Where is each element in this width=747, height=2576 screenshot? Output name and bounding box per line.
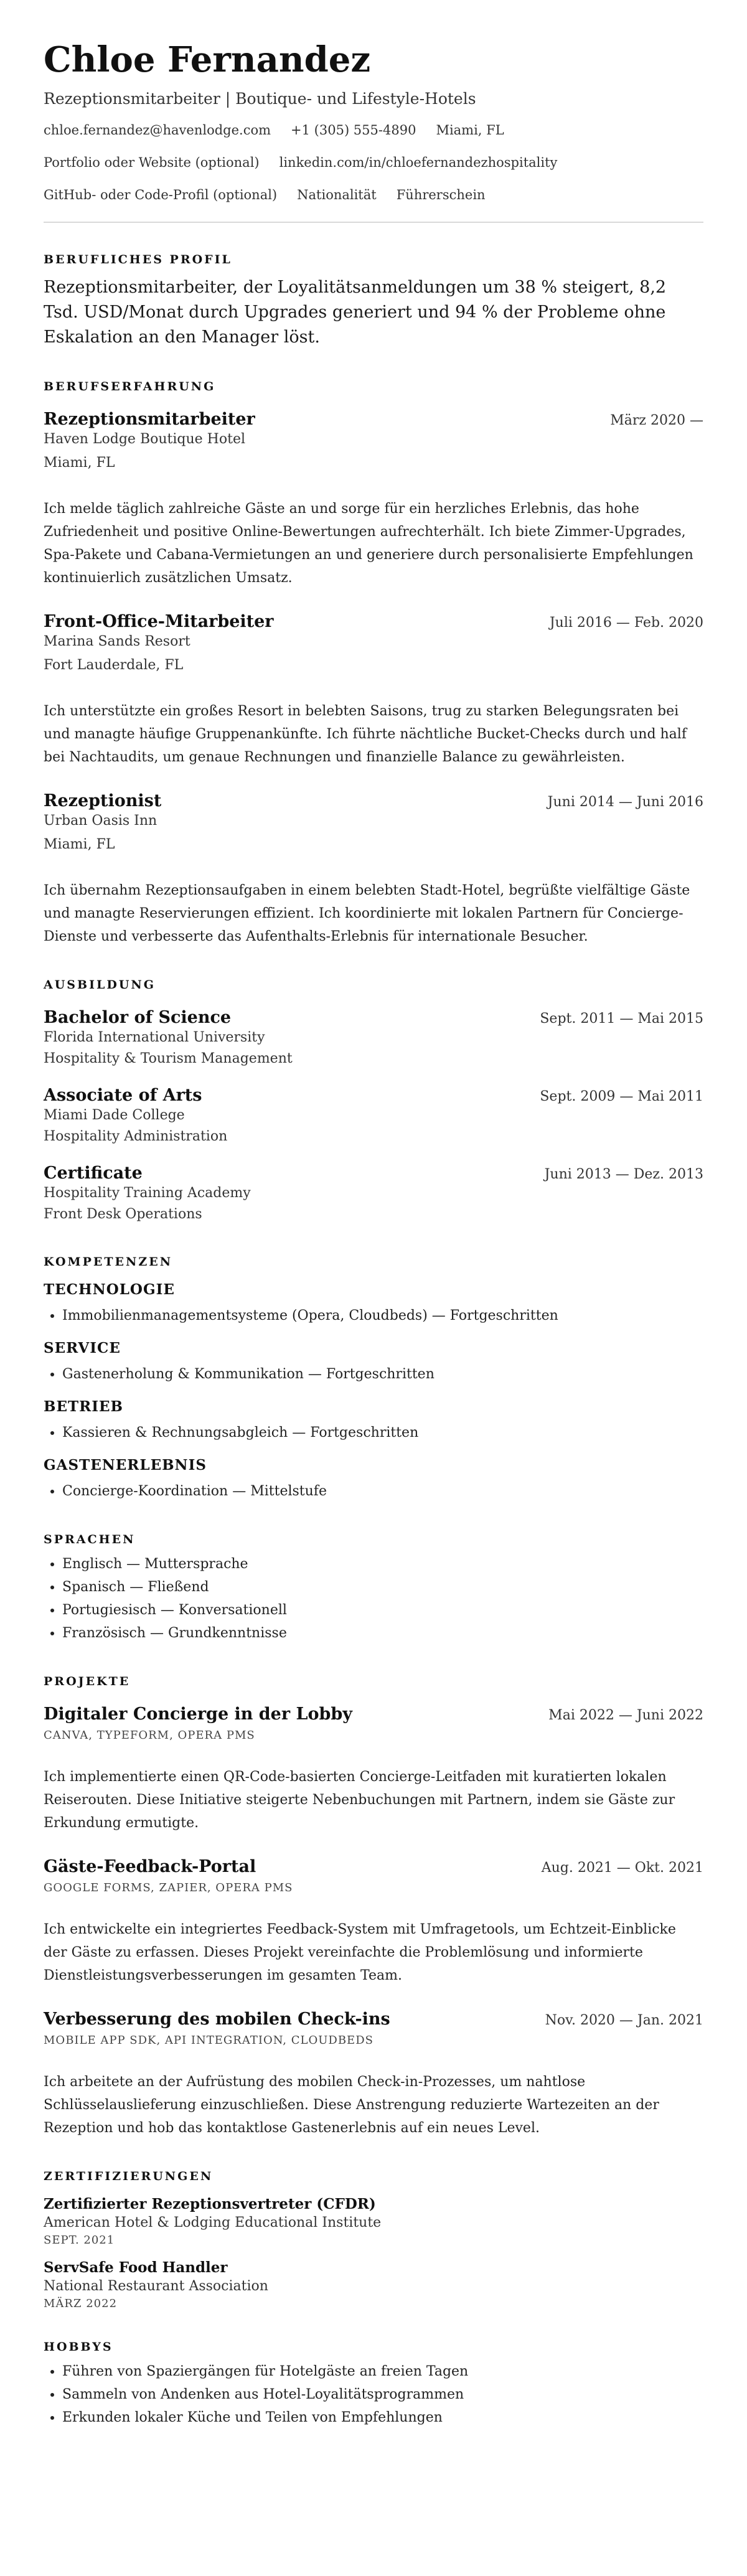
project-name: Gäste-Feedback-Portal xyxy=(44,1857,256,1876)
project-entry xyxy=(44,2010,703,2140)
certification-date: MÄRZ 2022 xyxy=(44,2297,118,2310)
field-of-study: Front Desk Operations xyxy=(44,1206,202,1222)
company: Marina Sands Resort xyxy=(44,634,190,649)
degree: Bachelor of Science xyxy=(44,1008,232,1027)
skill-item: • Gastenerholung & Kommunikation — Fortgeschritten xyxy=(62,1363,703,1386)
education-entry xyxy=(44,1008,703,1069)
candidate-name: Chloe Fernandez xyxy=(44,39,371,80)
projects-section-title: PROJEKTE xyxy=(44,1675,131,1688)
profile-summary: Rezeptionsmitarbeiter, der Loyalitätsanmeldungen um 38 % steigert, 8,2 Tsd. USD/Monat durch Upgrades generiert und 94 % der Probleme ohne Eskalation an den Manager löst. xyxy=(44,278,667,347)
experience-entry xyxy=(44,612,703,769)
job-description: Ich melde täglich zahlreiche Gäste an und sorge für ein herzliches Erlebnis, das hohe Zufriedenheit und positive Online-Bewertungen aufrechterhält. Ich biete Zimmer-Upgrades, Spa-Pakete und Cabana-Vermietungen an und generiere durch personalisierte Empfehlungen kontinuierlich zusätzlichen Umsatz. xyxy=(44,501,693,586)
profile-section-title: BERUFLICHES PROFIL xyxy=(44,253,232,266)
hobby-item: • Erkunden lokaler Küche und Teilen von Empfehlungen xyxy=(62,2406,703,2429)
job-description: Ich unterstützte ein großes Resort in belebten Saisons, trug zu starken Belegungsraten bei und managte häufige Gruppenankünfte. Ich führte nächtliche Bucket-Checks durch und half bei Nachtaudits, um genaue Rechnungen und finanzielle Balance zu gewährleisten. xyxy=(44,703,687,765)
project-entry xyxy=(44,1704,703,1835)
skills-section-title: KOMPETENZEN xyxy=(44,1255,173,1269)
job-title: Rezeptionsmitarbeiter xyxy=(44,410,255,429)
company: Haven Lodge Boutique Hotel xyxy=(44,431,245,447)
hobby-item: • Führen von Spaziergängen für Hotelgäste an freien Tagen xyxy=(62,2360,703,2383)
job-location: Miami, FL xyxy=(44,455,115,471)
experience-section-title: BERUFSERFAHRUNG xyxy=(44,380,216,393)
project-entry xyxy=(44,1857,703,1987)
skill-group-title: BETRIEB xyxy=(44,1398,123,1415)
field-of-study: Hospitality Administration xyxy=(44,1129,228,1144)
contact-line-3 xyxy=(44,186,703,204)
project-description: Ich arbeitete an der Aufrüstung des mobilen Check-in-Prozesses, um nahtlose Schlüsselauslieferung einzuschließen. Diese Anstrengung reduzierte Wartezeiten an der Rezeption und hob das kontaktlose Gastenerlebnis auf ein neues Level. xyxy=(44,2074,659,2136)
project-tech: GOOGLE FORMS, ZAPIER, OPERA PMS xyxy=(44,1881,293,1894)
project-description: Ich implementierte einen QR-Code-basierten Concierge-Leitfaden mit kuratierten lokalen Reiserouten. Diese Initiative steigerte Nebenbuchungen mit Partnern, indem sie Gäste zur Erkundung ermutigte. xyxy=(44,1769,675,1831)
job-dates: Juni 2014 — Juni 2016 xyxy=(547,794,703,810)
certification-name: ServSafe Food Handler xyxy=(44,2259,228,2276)
job-location: Fort Lauderdale, FL xyxy=(44,657,184,673)
phone: +1 (305) 555-4890 xyxy=(291,123,416,138)
skill-group-title: GASTENERLEBNIS xyxy=(44,1457,207,1474)
nationality: Nationalität xyxy=(297,187,377,202)
headline: Rezeptionsmitarbeiter | Boutique- und Lifestyle-Hotels xyxy=(44,90,476,108)
portfolio-link[interactable]: Portfolio oder Website (optional) xyxy=(44,155,260,170)
location: Miami, FL xyxy=(436,123,504,138)
hobby-list xyxy=(44,2360,703,2429)
email-link[interactable]: chloe.fernandez@havenlodge.com xyxy=(44,123,271,138)
project-description: Ich entwickelte ein integriertes Feedback-System mit Umfragetools, um Echtzeit-Einblicke der Gäste zu erfassen. Dieses Projekt vereinfachte die Problemlösung und informierte Dienstleistungsverbesserungen im gesamten Team. xyxy=(44,1922,676,1983)
field-of-study: Hospitality & Tourism Management xyxy=(44,1051,293,1066)
hobby-item: • Sammeln von Andenken aus Hotel-Loyalitätsprogrammen xyxy=(62,2383,703,2406)
school: Miami Dade College xyxy=(44,1107,185,1123)
certification-entry xyxy=(44,2196,703,2247)
skill-list xyxy=(44,1421,703,1444)
education-dates: Juni 2013 — Dez. 2013 xyxy=(544,1167,703,1182)
skill-group-title: SERVICE xyxy=(44,1340,121,1356)
languages-section-title: SPRACHEN xyxy=(44,1533,136,1546)
job-title: Rezeptionist xyxy=(44,791,162,811)
education-entry xyxy=(44,1086,703,1147)
company: Urban Oasis Inn xyxy=(44,813,157,829)
project-name: Verbesserung des mobilen Check-ins xyxy=(44,2010,390,2029)
language-item: • Spanisch — Fließend xyxy=(62,1576,703,1599)
experience-entry xyxy=(44,791,703,948)
job-dates: März 2020 — xyxy=(610,413,703,428)
skill-item: • Immobilienmanagementsysteme (Opera, Cloudbeds) — Fortgeschritten xyxy=(62,1304,703,1327)
linkedin-link[interactable]: linkedin.com/in/chloefernandezhospitality xyxy=(279,155,558,170)
project-dates: Nov. 2020 — Jan. 2021 xyxy=(545,2013,703,2028)
degree: Certificate xyxy=(44,1163,143,1183)
certification-issuer: National Restaurant Association xyxy=(44,2278,268,2294)
project-dates: Aug. 2021 — Okt. 2021 xyxy=(541,1860,703,1876)
education-section-title: AUSBILDUNG xyxy=(44,978,156,992)
hobbies-section-title: HOBBYS xyxy=(44,2340,113,2354)
skill-item: • Kassieren & Rechnungsabgleich — Fortgeschritten xyxy=(62,1421,703,1444)
language-item: • Portugiesisch — Konversationell xyxy=(62,1599,703,1622)
education-dates: Sept. 2011 — Mai 2015 xyxy=(540,1011,703,1027)
skill-list xyxy=(44,1363,703,1386)
skill-list xyxy=(44,1480,703,1503)
job-description: Ich übernahm Rezeptionsaufgaben in einem belebten Stadt-Hotel, begrüßte vielfältige Gäste und managte Reservierungen effizient. Ich koordinierte mit lokalen Partnern für Concierge-Dienste und verbesserte das Aufenthalts-Erlebnis für internationale Besucher. xyxy=(44,883,690,944)
certification-issuer: American Hotel & Lodging Educational Institute xyxy=(44,2215,382,2230)
language-item: • Französisch — Grundkenntnisse xyxy=(62,1622,703,1645)
skill-item: • Concierge-Koordination — Mittelstufe xyxy=(62,1480,703,1503)
skill-group-title: TECHNOLOGIE xyxy=(44,1281,175,1298)
language-list xyxy=(44,1553,703,1645)
degree: Associate of Arts xyxy=(44,1086,202,1105)
school: Florida International University xyxy=(44,1030,265,1045)
project-tech: MOBILE APP SDK, API INTEGRATION, CLOUDBEDS xyxy=(44,2034,374,2047)
education-entry xyxy=(44,1163,703,1225)
language-item: • Englisch — Muttersprache xyxy=(62,1553,703,1576)
certification-name: Zertifizierter Rezeptionsvertreter (CFDR) xyxy=(44,2196,376,2212)
header-divider xyxy=(44,222,703,223)
certification-entry xyxy=(44,2259,703,2310)
project-name: Digitaler Concierge in der Lobby xyxy=(44,1704,352,1724)
project-dates: Mai 2022 — Juni 2022 xyxy=(548,1708,703,1723)
school: Hospitality Training Academy xyxy=(44,1185,251,1201)
project-tech: CANVA, TYPEFORM, OPERA PMS xyxy=(44,1729,255,1742)
skill-list xyxy=(44,1304,703,1327)
job-title: Front-Office-Mitarbeiter xyxy=(44,612,274,631)
job-location: Miami, FL xyxy=(44,837,115,852)
drivers-license: Führerschein xyxy=(396,187,486,202)
experience-entry xyxy=(44,410,703,590)
contact-line-1 xyxy=(44,121,703,139)
certifications-section-title: ZERTIFIZIERUNGEN xyxy=(44,2169,214,2183)
certification-date: SEPT. 2021 xyxy=(44,2234,115,2247)
contact-line-2 xyxy=(44,153,703,172)
education-dates: Sept. 2009 — Mai 2011 xyxy=(540,1089,703,1104)
github-link[interactable]: GitHub- oder Code-Profil (optional) xyxy=(44,187,278,202)
job-dates: Juli 2016 — Feb. 2020 xyxy=(549,615,703,631)
